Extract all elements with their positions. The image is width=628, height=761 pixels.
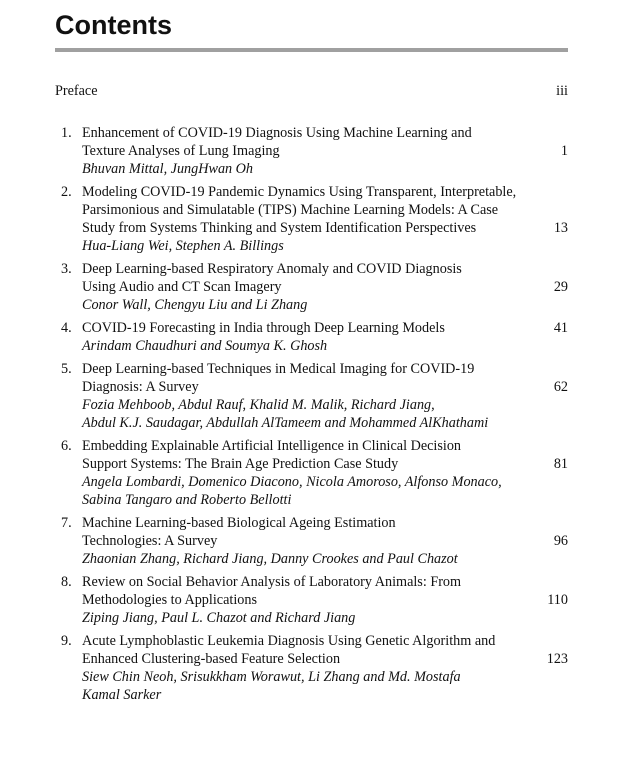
entry-authors-line: Siew Chin Neoh, Srisukkham Worawut, Li Zhang and Md. Mostafa xyxy=(82,669,461,685)
entry-title-line: Enhanced Clustering-based Feature Selection xyxy=(82,651,341,667)
entry-number: 2. xyxy=(61,184,72,200)
entry-authors-line: Conor Wall, Chengyu Liu and Li Zhang xyxy=(82,297,308,313)
toc-entry[interactable] xyxy=(55,573,568,627)
entry-authors-line: Fozia Mehboob, Abdul Rauf, Khalid M. Malik, Richard Jiang, xyxy=(82,397,435,413)
entry-page-number: 1 xyxy=(560,143,568,159)
entry-title-line: Technologies: A Survey xyxy=(82,533,218,549)
entry-authors-line: Arindam Chaudhuri and Soumya K. Ghosh xyxy=(82,338,328,354)
entry-title-line: Enhancement of COVID-19 Diagnosis Using Machine Learning and xyxy=(82,125,472,141)
entry-authors-line: Sabina Tangaro and Roberto Bellotti xyxy=(82,492,292,508)
entry-number: 5. xyxy=(61,361,72,377)
entry-title-line: Modeling COVID-19 Pandemic Dynamics Using Transparent, Interpretable, xyxy=(82,184,517,200)
entry-title-line: Texture Analyses of Lung Imaging xyxy=(82,143,280,159)
entry-page-number: 41 xyxy=(553,320,568,336)
entry-number: 4. xyxy=(61,320,72,336)
entry-authors-line: Ziping Jiang, Paul L. Chazot and Richard Jiang xyxy=(82,610,356,626)
preface-page: iii xyxy=(556,83,568,99)
toc-entry[interactable] xyxy=(55,319,568,355)
entry-title-line: COVID-19 Forecasting in India through Deep Learning Models xyxy=(82,320,445,336)
entry-page-number: 96 xyxy=(553,533,568,549)
entry-authors-line: Abdul K.J. Saudagar, Abdullah AlTameem and Mohammed AlKhathami xyxy=(82,415,489,431)
entry-title-line: Acute Lymphoblastic Leukemia Diagnosis Using Genetic Algorithm and xyxy=(82,633,496,649)
entry-title-line: Machine Learning-based Biological Ageing Estimation xyxy=(82,515,396,531)
entry-page-number: 29 xyxy=(553,279,568,295)
entry-title-line: Deep Learning-based Respiratory Anomaly and COVID Diagnosis xyxy=(82,261,462,277)
entry-title-line: Embedding Explainable Artificial Intelligence in Clinical Decision xyxy=(82,438,462,454)
entry-title-line: Deep Learning-based Techniques in Medical Imaging for COVID-19 xyxy=(82,361,475,377)
title-rule xyxy=(55,48,568,52)
toc-entry-preface[interactable] xyxy=(55,82,568,100)
entry-authors-line: Angela Lombardi, Domenico Diacono, Nicola Amoroso, Alfonso Monaco, xyxy=(82,474,502,490)
entry-title-line: Review on Social Behavior Analysis of Laboratory Animals: From xyxy=(82,574,462,590)
entry-title-line: Study from Systems Thinking and System Identification Perspectives xyxy=(82,220,477,236)
entry-number: 1. xyxy=(61,125,72,141)
entry-number: 3. xyxy=(61,261,72,277)
entry-page-number: 62 xyxy=(553,379,568,395)
entry-title-line: Diagnosis: A Survey xyxy=(82,379,199,395)
entry-authors-line: Hua-Liang Wei, Stephen A. Billings xyxy=(82,238,284,254)
toc-entry[interactable] xyxy=(55,437,568,509)
toc-entry[interactable] xyxy=(55,514,568,568)
entry-page-number: 13 xyxy=(553,220,568,236)
toc-list xyxy=(55,124,568,709)
entry-page-number: 81 xyxy=(553,456,568,472)
entry-number: 9. xyxy=(61,633,72,649)
toc-entry[interactable] xyxy=(55,183,568,255)
toc-entry[interactable] xyxy=(55,124,568,178)
entry-title-line: Methodologies to Applications xyxy=(82,592,257,608)
entry-authors-line: Kamal Sarker xyxy=(82,687,162,703)
entry-number: 8. xyxy=(61,574,72,590)
entry-title-line: Using Audio and CT Scan Imagery xyxy=(82,279,282,295)
entry-page-number: 110 xyxy=(547,592,568,608)
entry-authors-line: Bhuvan Mittal, JungHwan Oh xyxy=(82,161,254,177)
toc-entry[interactable] xyxy=(55,260,568,314)
entry-authors-line: Zhaonian Zhang, Richard Jiang, Danny Crookes and Paul Chazot xyxy=(82,551,458,567)
entry-title-line: Support Systems: The Brain Age Prediction Case Study xyxy=(82,456,399,472)
entry-title-line: Parsimonious and Simulatable (TIPS) Machine Learning Models: A Case xyxy=(82,202,499,218)
toc-entry[interactable] xyxy=(55,632,568,704)
toc-entry[interactable] xyxy=(55,360,568,432)
entry-page-number: 123 xyxy=(546,651,568,667)
preface-label: Preface xyxy=(55,83,98,99)
entry-number: 7. xyxy=(61,515,72,531)
page-title: Contents xyxy=(55,10,172,40)
entry-number: 6. xyxy=(61,438,72,454)
